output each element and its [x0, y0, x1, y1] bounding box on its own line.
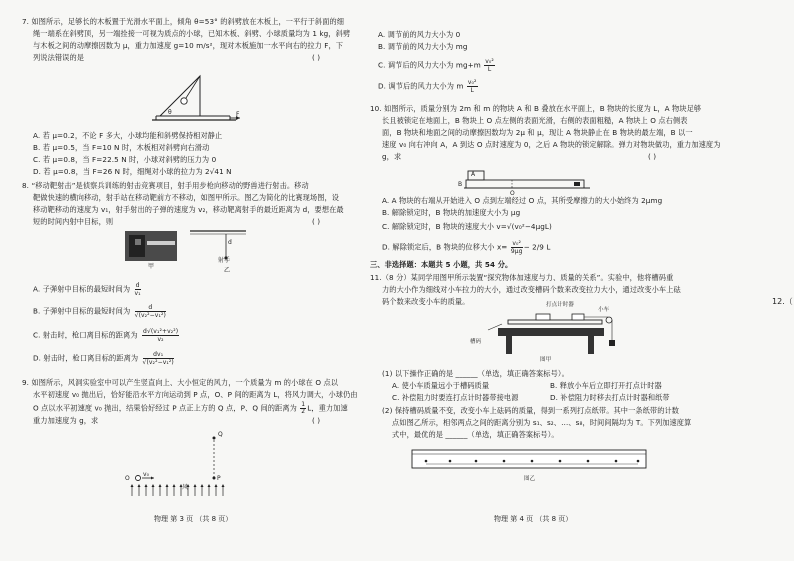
q10-block-a-label: A — [471, 171, 476, 178]
q9-stem-line-4: 重力加速度为 g，求 — [33, 416, 99, 425]
q9-option-c-text: C. 调节后的风力大小为 mg+m — [378, 60, 481, 70]
q8-option-b-denominator: √(v₂²−v₁²) — [134, 312, 166, 319]
q10-stem-line-3: 面，B 物块和地面之间的动摩擦因数均为 2μ 和 μ，现让 A 物块静止在 B 物块的最左端，B 以一 — [382, 128, 693, 137]
q9-option-d-text: D. 调节后的风力大小为 m — [378, 81, 464, 91]
q11-part-2-line-3: 式中，最优的是 ______（单选，填正确答案标号）。 — [392, 430, 559, 439]
q7-answer-bracket: ( ) — [312, 53, 321, 62]
q8-option-d — [33, 351, 174, 366]
q8-stem-line-3: 移动靶移动的速度为 v₁，射手射出的子弹的速度为 v₂，移动靶离射手的最近距离为 d，要想在最 — [33, 205, 344, 214]
q10-stem-line-2: 长且被锁定在地面上，B 物块上 O 点左侧的表面光滑，右侧的表面粗糙，A 物块上 O 点右侧表 — [382, 116, 688, 125]
q7-stem-line-4: 列说法错误的是 — [33, 53, 85, 62]
q9-stem-line-3-text: O 点以水平初速度 v₀ 抛出，结果恰好经过 P 点正上方的 Q 点，P、Q 间的距离为 — [33, 403, 297, 413]
q8-stem-line-4: 短的时间内射中目标，则 — [33, 217, 114, 226]
q11-part-2-line-1: (2) 保持槽码质量不变，改变小车上砝码的质量，得到一系列打点纸带。其中一条纸带的计数 — [382, 406, 680, 415]
q8-option-d-numerator: dv₁ — [143, 351, 174, 359]
q8-option-b-numerator: d — [135, 304, 166, 312]
q8-option-a-numerator: d — [135, 282, 140, 289]
q9-option-c — [378, 58, 495, 73]
q8-option-b-text: B. 子弹射中目标的最短时间为 — [33, 306, 131, 316]
q9-option-d-denominator: L — [470, 87, 474, 94]
q7-option-c: C. 若 μ=0.8，当 F=22.5 N 时，小球对斜劈的压力为 0 — [33, 155, 217, 164]
q9-option-d-numerator: v₀² — [467, 79, 477, 86]
q8-option-b — [33, 304, 166, 319]
q7-theta-label: θ — [168, 109, 172, 116]
q7-option-b: B. 若 μ=0.5，当 F=10 N 时，木板相对斜劈向右滑动 — [33, 143, 210, 152]
q11-part-2-line-2: 点如图乙所示，相邻两点之间的距离分别为 s₁、s₂、…、s₈，时间间隔均为 T。下列加速度算 — [392, 418, 692, 427]
page-4-footer: 物理 第 4 页 （共 8 页） — [494, 515, 573, 523]
q7-stem-line-2: 绳一端系在斜劈顶，另一端拴接一可视为质点的小球，已知木板、斜劈、小球质量均为 1 kg，斜劈 — [33, 29, 351, 38]
q9-stem-fraction-numerator: 1 — [301, 401, 306, 408]
q8-option-c-numerator: d√(v₁²+v₂²) — [143, 328, 179, 335]
q9-option-b: B. 调节前的风力大小为 mg — [378, 42, 468, 51]
q11-cart-label: 小车 — [598, 307, 610, 313]
q8-option-c — [33, 328, 179, 343]
q8-option-a — [33, 282, 141, 297]
q10-stem-line-4: 速度 v₀ 向右冲向 A，A 到达 O 点时速度为 0，之后 A 物块的锁定解除。弹力对物块做功，重力加速度为 — [382, 140, 721, 149]
q8-stem-line-1: 8. “移动靶射击”是侦察兵训练的射击竞赛项目，射手用步枪向移动的野兽进行射击。移动 — [22, 181, 309, 190]
q8-figure-yi-label: 乙 — [224, 267, 231, 274]
section-heading: 三、非选择题：本题共 5 小题，共 54 分。 — [370, 260, 513, 269]
q11-part-1-option-d: D. 补偿阻力时移去打点计时器和纸带 — [550, 393, 670, 402]
next-question-edge-text: 12.（ — [772, 297, 793, 306]
q7-option-a: A. 若 μ=0.2，不论 F 多大，小球均能和斜劈保持相对静止 — [33, 131, 223, 140]
q9-wind-label: 风 — [182, 484, 189, 491]
q11-figure-jia-label: 图甲 — [540, 357, 552, 363]
q7-option-d: D. 若 μ=0.8，当 F=26 N 时，细绳对小球的拉力为 2√41 N — [33, 167, 232, 176]
q10-figure — [464, 166, 590, 192]
q8-option-d-denominator: √(v₂²−v₁²) — [142, 359, 174, 366]
q11-stem-line-3: 码个数来改变小车的质量。 — [382, 297, 470, 306]
q9-stem-line-2: 水平初速度 v₀ 抛出后，恰好能沿水平方向运动到 P 点，O、P 间的距离为 L，将风力调大，小球仍由 — [33, 390, 358, 399]
q8-figure-jia-label: 甲 — [148, 263, 155, 270]
q8-answer-bracket: ( ) — [312, 217, 321, 226]
q10-option-d-text: D. 解除锁定后，B 物块的位移大小 x= — [382, 242, 508, 252]
q7-force-label: F — [236, 111, 240, 118]
q11-part-1-option-c: C. 补偿阻力时要连打点计时器带接电源 — [392, 393, 519, 402]
q8-stem-line-2: 靶做快速的横向移动，射手站在移动靶前方不移动，如图甲所示。图乙为简化的比赛现场图，设 — [33, 193, 340, 202]
q9-option-d — [378, 79, 478, 94]
q8-distance-label: d — [228, 239, 232, 246]
q10-answer-bracket: ( ) — [648, 152, 657, 161]
q10-option-a: A. A 物块的右端从开始进入 O 点到左端经过 O 点，其所受摩擦力的大小始终为 2μmg — [382, 196, 663, 205]
q11-tape-figure — [412, 446, 646, 474]
q9-option-c-numerator: v₀² — [485, 58, 494, 65]
q7-stem-line-3: 与木板之间的动摩擦因数为 μ，重力加速度 g=10 m/s²，现对木板施加一水平向右的拉力 F，下 — [33, 41, 344, 50]
q11-part-1-option-a: A. 使小车质量远小于槽码质量 — [392, 381, 490, 390]
q11-weights-label: 槽码 — [470, 339, 482, 345]
q9-point-p-label: P — [217, 475, 221, 482]
q8-photo-figure — [125, 231, 177, 261]
q9-option-c-fraction — [484, 58, 495, 73]
q11-part-1: (1) 以下操作正确的是 ______（单选，填正确答案标号）。 — [382, 369, 569, 378]
q8-option-c-fraction — [142, 328, 179, 343]
q7-stem-line-1: 7. 如图所示，足够长的木板置于光滑水平面上，倾角 θ=53° 的斜劈放在木板上，一平行于斜面的细 — [22, 17, 345, 26]
q11-stem-line-1: 11.（8 分）某同学用图甲所示装置“探究物体加速度与力、质量的关系”。实验中，他将槽码重 — [370, 273, 674, 282]
q10-option-d-denominator: 9μg — [510, 248, 523, 255]
q8-option-a-text: A. 子弹射中目标的最短时间为 — [33, 284, 131, 294]
q8-option-d-fraction — [143, 351, 174, 366]
q8-shooter-label: 射手 — [218, 257, 231, 264]
q11-stem-line-2: 力的大小作为细线对小车拉力的大小，通过改变槽码个数来改变拉力大小，通过改变小车上砝 — [382, 285, 681, 294]
q9-stem-line-3-tail: L，重力加速 — [307, 403, 348, 413]
q10-block-b-label: B — [458, 181, 463, 188]
q10-option-d-tail: − 2/9 L — [523, 242, 551, 252]
q9-stem-fraction-denominator: 2 — [301, 408, 306, 415]
q8-option-a-fraction — [135, 282, 141, 297]
q9-stem-line-1: 9. 如图所示，风洞实验室中可以产生竖直向上、大小恒定的风力，一个质量为 m 的小球在 O 点以 — [22, 378, 339, 387]
q9-stem-fraction — [300, 402, 306, 415]
q10-option-b: B. 解除锁定时，B 物块的加速度大小为 μg — [382, 208, 521, 217]
q9-answer-bracket: ( ) — [312, 416, 321, 425]
q8-option-d-text: D. 射击时，枪口离目标的距离为 — [33, 353, 139, 363]
q10-point-o-label: O — [510, 190, 515, 197]
q11-timer-label: 打点计时器 — [546, 302, 575, 308]
q10-option-d-numerator: v₀² — [512, 240, 522, 247]
exam-page-3 — [0, 0, 366, 561]
q10-stem-line-5: g，求 — [382, 152, 402, 161]
q7-figure — [150, 70, 240, 126]
q10-stem-line-1: 10. 如图所示，质量分别为 2m 和 m 的物块 A 和 B 叠放在水平面上，B 物块的长度为 L，A 物块足够 — [370, 104, 702, 113]
q11-figure-yi-label: 图乙 — [524, 476, 536, 482]
q9-point-o-label: O — [125, 475, 130, 482]
q10-option-d-fraction — [511, 240, 523, 255]
q10-option-c: C. 解除锁定时，B 物块的速度大小 v=√(v₀²−4μgL) — [382, 222, 552, 231]
q9-option-d-fraction — [467, 79, 478, 94]
q8-option-b-fraction — [135, 304, 166, 319]
q11-part-1-option-b: B. 释放小车后立即打开打点计时器 — [550, 381, 662, 390]
q9-velocity-label: v₀ — [143, 471, 150, 478]
q8-option-c-text: C. 射击时，枪口离目标的距离为 — [33, 330, 138, 340]
q9-option-a: A. 调节前的风力大小为 0 — [378, 30, 461, 39]
q8-option-a-denominator: v₁ — [134, 290, 141, 297]
exam-page-4 — [366, 0, 794, 561]
page-3-footer: 物理 第 3 页 （共 8 页） — [154, 515, 233, 523]
q9-stem-line-3 — [33, 402, 348, 415]
q9-point-q-label: Q — [218, 431, 223, 438]
q8-option-c-denominator: v₂ — [157, 336, 164, 343]
q9-option-c-denominator: L — [487, 66, 492, 73]
q10-option-d — [382, 240, 550, 255]
